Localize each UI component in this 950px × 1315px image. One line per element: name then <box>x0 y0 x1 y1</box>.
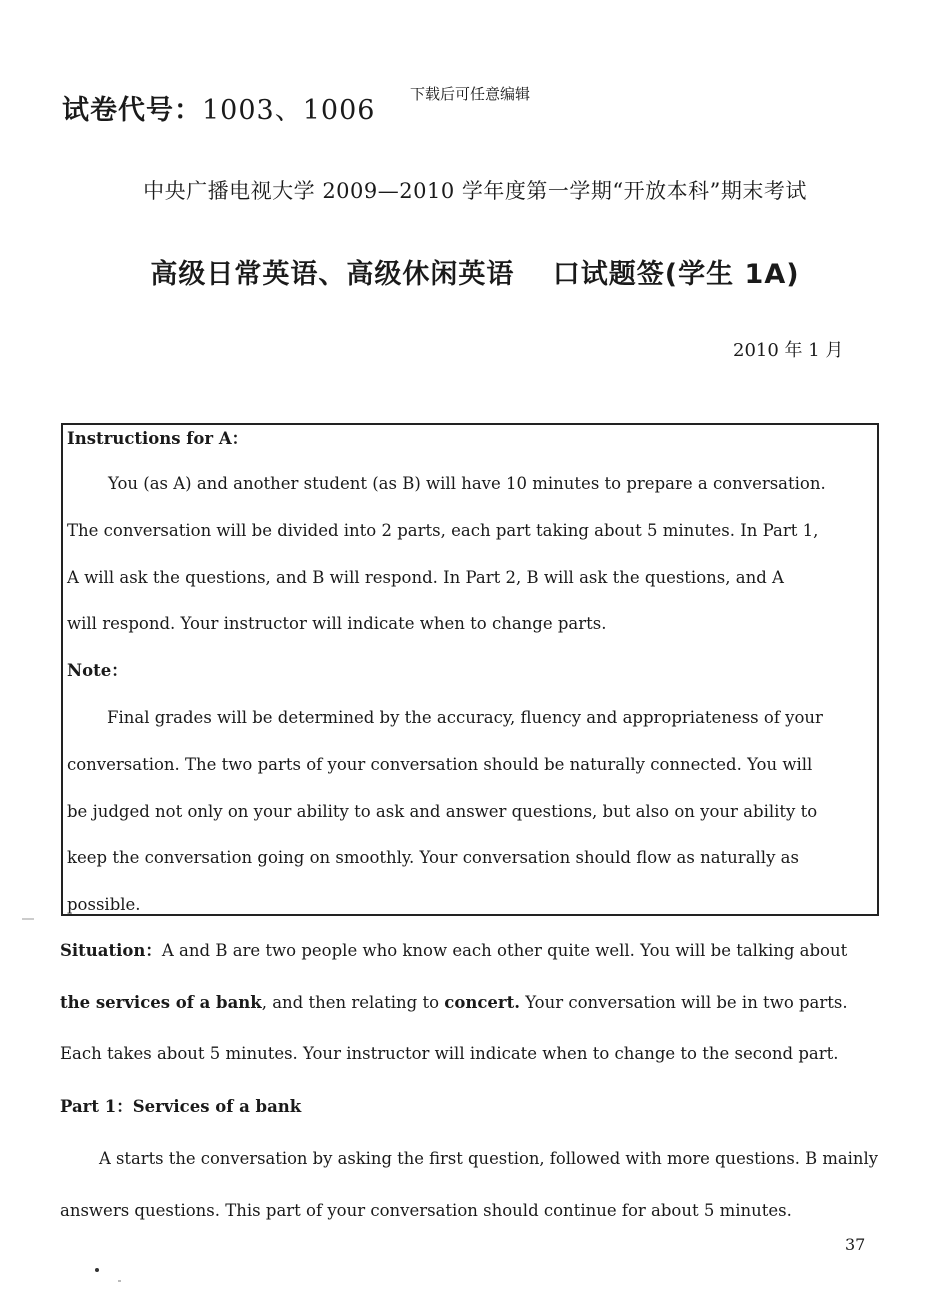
exam-code <box>62 88 375 127</box>
exam-title: 高级日常英语、高级休闲英语 口试题签(学生 1A) <box>150 259 800 290</box>
part1-line: A starts the conversation by asking the first question, followed with more questions. B mainly <box>99 1149 878 1168</box>
part1-heading <box>60 1099 301 1116</box>
note-heading: Note： <box>67 661 128 680</box>
instructions-line: will respond. Your instructor will indicate when to change parts. <box>67 614 607 633</box>
instructions-line: You (as A) and another student (as B) will have 10 minutes to prepare a conversation. <box>108 474 826 493</box>
part1-title: Services of a bank <box>132 1097 302 1116</box>
scan-speck <box>118 1280 121 1282</box>
page-number: 37 <box>845 1235 866 1254</box>
exam-subtitle: 中央广播电视大学 2009—2010 学年度第一学期“开放本科”期末考试 <box>143 179 807 203</box>
instructions-line: The conversation will be divided into 2 parts, each part taking about 5 minutes. In Part 1, <box>67 521 819 540</box>
note-line: possible. <box>67 895 141 914</box>
situation-text: , and then relating to <box>261 993 445 1012</box>
situation-line-1 <box>60 943 847 960</box>
situation-line-2 <box>60 995 848 1012</box>
note-line: Final grades will be determined by the accuracy, fluency and appropriateness of your <box>107 708 823 727</box>
exam-date: 2010 年 1 月 <box>733 340 844 361</box>
situation-line-3: Each takes about 5 minutes. Your instructor will indicate when to change to the second part. <box>60 1044 839 1063</box>
download-watermark: 下载后可任意编辑 <box>410 85 531 103</box>
instructions-line: A will ask the questions, and B will respond. In Part 2, B will ask the questions, and A <box>67 568 784 587</box>
instructions-box <box>61 423 879 916</box>
part1-line: answers questions. This part of your conversation should continue for about 5 minutes. <box>60 1201 792 1220</box>
note-line: keep the conversation going on smoothly. Your conversation should flow as naturally as <box>67 848 799 867</box>
situation-topic-concert: concert. <box>444 993 520 1012</box>
exam-code-value: 1003、1006 <box>202 95 376 126</box>
part1-label: Part 1： <box>60 1097 133 1116</box>
exam-code-label: 试卷代号： <box>62 95 202 126</box>
situation-topic-bank: the services of a bank <box>60 993 262 1012</box>
note-line: be judged not only on your ability to ask and answer questions, but also on your ability to <box>67 802 818 821</box>
situation-text: A and B are two people who know each other quite well. You will be talking about <box>161 941 848 960</box>
scan-mark <box>22 918 34 920</box>
situation-label: Situation： <box>60 941 162 960</box>
scan-speck <box>95 1268 99 1272</box>
instructions-heading: Instructions for A： <box>67 429 249 448</box>
note-line: conversation. The two parts of your conversation should be naturally connected. You will <box>67 755 813 774</box>
situation-text: Your conversation will be in two parts. <box>519 993 848 1012</box>
